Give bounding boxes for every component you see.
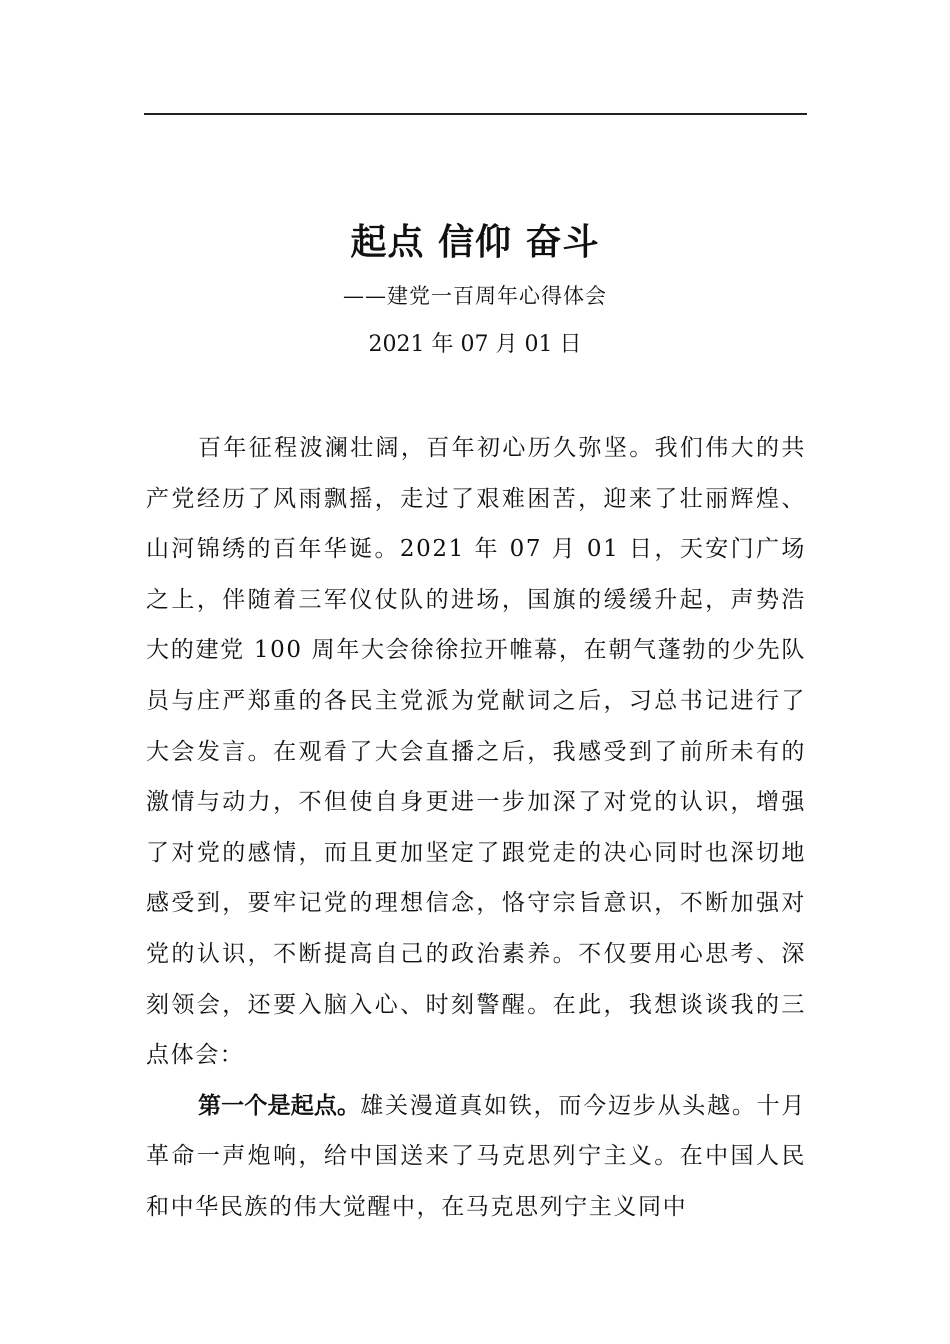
header-rule xyxy=(144,113,807,115)
paragraph-lead: 第一个是起点。 xyxy=(198,1092,361,1119)
paragraph-intro xyxy=(146,423,806,1081)
document-subtitle: ——建党一百周年心得体会 xyxy=(343,284,607,308)
paragraph-first-point xyxy=(146,1081,806,1233)
document-body xyxy=(146,423,806,1233)
document-title: 起点 信仰 奋斗 xyxy=(350,222,600,263)
paragraph-text: 百年征程波澜壮阔，百年初心历久弥坚。我们伟大的共产党经历了风雨飘摇，走过了艰难困苦，迎来了壮丽辉煌、山河锦绣的百年华诞。2021 年 07 月 01 日，天安门广场之上，伴随着三军仪仗队的进场，国旗的缓缓升起，声势浩大的建党 100 周年大会徐徐拉开帷幕，在朝气蓬勃的少先队员与庄严郑重的各民主党派为党献词之后，习总书记进行了大会发言。在观看了大会直播之后，我感受到了前所未有的激情与动力，不但使自身更进一步加深了对党的认识，增强了对党的感情，而且更加坚定了跟党走的决心同时也深切地感受到，要牢记党的理想信念，恪守宗旨意识，不断加强对党的认识，不断提高自己的政治素养。不仅要用心思考、深刻领会，还要入脑入心、时刻警醒。在此，我想谈谈我的三点体会： xyxy=(146,435,806,1069)
paragraph-text: 雄关漫道真如铁，而今迈步从头越。十月革命一声炮响，给中国送来了马克思列宁主义。在中国人民和中华民族的伟大觉醒中，在马克思列宁主义同中 xyxy=(146,1092,807,1220)
document-date: 2021 年 07 月 01 日 xyxy=(368,332,582,357)
